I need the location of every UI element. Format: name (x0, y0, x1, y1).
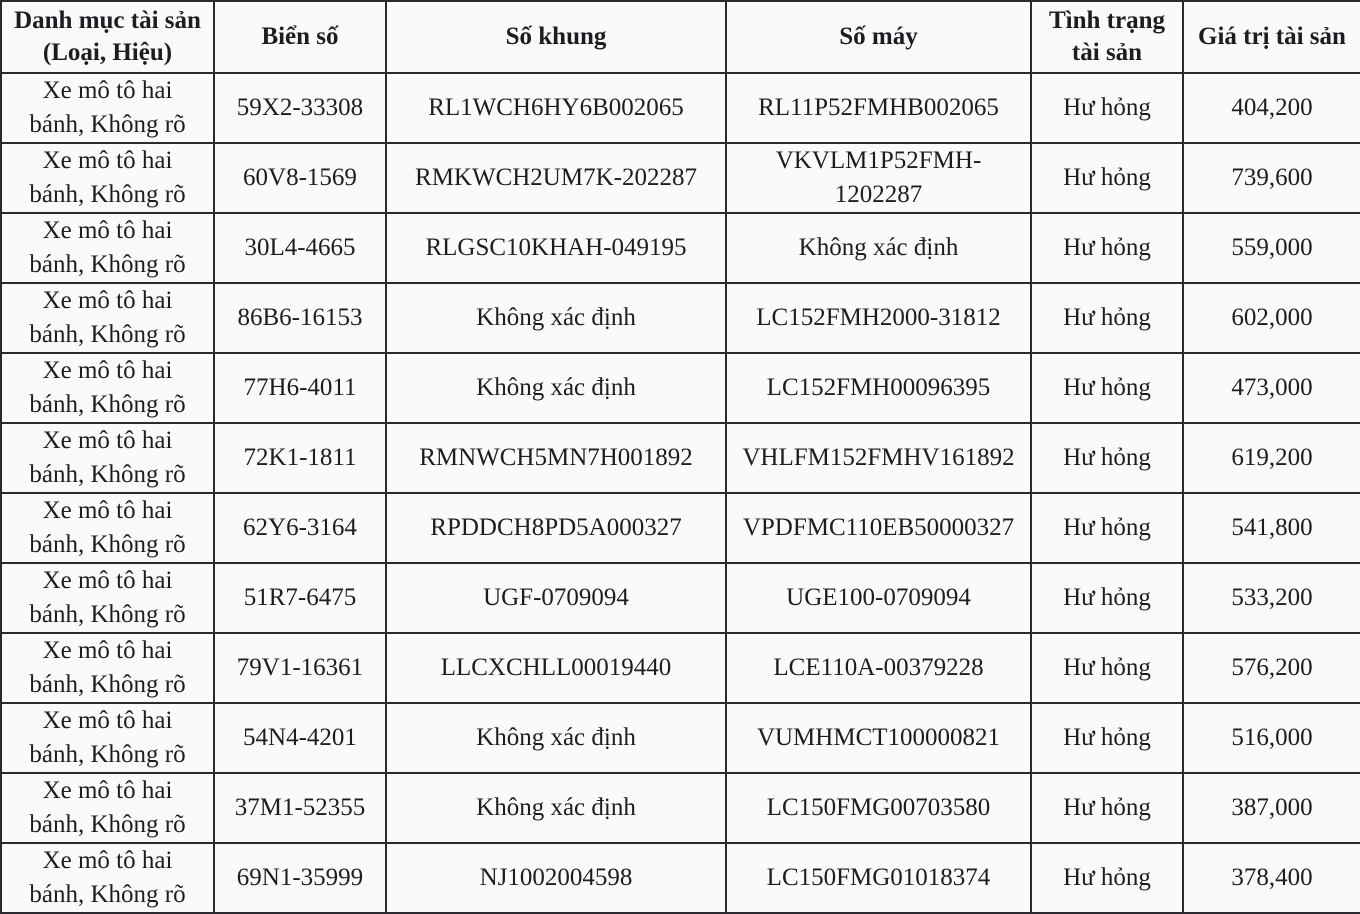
cell-engine (726, 633, 1031, 703)
cell-plate (214, 283, 386, 353)
cell-category (1, 493, 214, 563)
cell-engine (726, 283, 1031, 353)
value-text: 516,000 (1231, 724, 1313, 751)
category-line2: bánh, Không rõ (29, 461, 186, 488)
header-category-line1: Danh mục tài sản (14, 7, 201, 34)
status-text: Hư hỏng (1063, 374, 1151, 401)
status-text: Hư hỏng (1063, 94, 1151, 121)
category-line2: bánh, Không rõ (29, 811, 186, 838)
engine-line1: VPDFMC110EB50000327 (742, 514, 1015, 541)
cell-plate (214, 843, 386, 913)
value-text: 559,000 (1231, 234, 1313, 261)
engine-line1: LC150FMG01018374 (766, 864, 991, 891)
cell-plate (214, 633, 386, 703)
category-line2: bánh, Không rõ (29, 601, 186, 628)
header-value-label: Giá trị tài sản (1198, 23, 1346, 50)
header-row (1, 1, 1360, 73)
header-status-line2: tài sản (1071, 39, 1143, 66)
header-category (1, 1, 214, 73)
status-text: Hư hỏng (1063, 864, 1151, 891)
cell-engine (726, 143, 1031, 213)
cell-status (1031, 143, 1183, 213)
table-row (1, 773, 1360, 843)
cell-frame (386, 423, 726, 493)
table-row (1, 283, 1360, 353)
category-line1: Xe mô tô hai (42, 497, 173, 524)
cell-engine (726, 213, 1031, 283)
category-line1: Xe mô tô hai (42, 77, 173, 104)
frame-text: RMKWCH2UM7K-202287 (415, 164, 697, 191)
value-text: 378,400 (1231, 864, 1313, 891)
category-line1: Xe mô tô hai (42, 357, 173, 384)
header-category-line2: (Loại, Hiệu) (42, 39, 173, 66)
cell-category (1, 213, 214, 283)
value-text: 404,200 (1231, 94, 1313, 121)
header-engine-label: Số máy (839, 23, 918, 50)
cell-category (1, 143, 214, 213)
frame-text: LLCXCHLL00019440 (440, 654, 672, 681)
category-line2: bánh, Không rõ (29, 181, 186, 208)
cell-value (1183, 493, 1360, 563)
cell-status (1031, 423, 1183, 493)
cell-category (1, 73, 214, 143)
table-row (1, 703, 1360, 773)
plate-text: 72K1-1811 (243, 444, 357, 471)
cell-category (1, 353, 214, 423)
cell-engine (726, 773, 1031, 843)
category-line1: Xe mô tô hai (42, 847, 173, 874)
category-line1: Xe mô tô hai (42, 147, 173, 174)
cell-engine (726, 493, 1031, 563)
category-line2: bánh, Không rõ (29, 321, 186, 348)
cell-status (1031, 283, 1183, 353)
plate-text: 77H6-4011 (243, 374, 357, 401)
status-text: Hư hỏng (1063, 654, 1151, 681)
cell-plate (214, 493, 386, 563)
header-plate (214, 1, 386, 73)
plate-text: 51R7-6475 (243, 584, 357, 611)
frame-text: RLGSC10KHAH-049195 (425, 234, 687, 261)
status-text: Hư hỏng (1063, 164, 1151, 191)
cell-value (1183, 633, 1360, 703)
cell-value (1183, 213, 1360, 283)
cell-plate (214, 353, 386, 423)
frame-text: Không xác định (476, 724, 636, 751)
cell-status (1031, 353, 1183, 423)
cell-value (1183, 843, 1360, 913)
table-body (1, 73, 1360, 913)
cell-category (1, 423, 214, 493)
cell-frame (386, 73, 726, 143)
cell-frame (386, 143, 726, 213)
category-line2: bánh, Không rõ (29, 531, 186, 558)
engine-line1: UGE100-0709094 (786, 584, 971, 611)
cell-category (1, 703, 214, 773)
frame-text: NJ1002004598 (479, 864, 633, 891)
cell-value (1183, 773, 1360, 843)
table-row (1, 493, 1360, 563)
cell-value (1183, 73, 1360, 143)
plate-text: 54N4-4201 (243, 724, 357, 751)
header-plate-label: Biển số (261, 23, 339, 50)
header-frame (386, 1, 726, 73)
cell-value (1183, 353, 1360, 423)
cell-engine (726, 703, 1031, 773)
engine-line1: LC152FMH00096395 (766, 374, 991, 401)
category-line1: Xe mô tô hai (42, 427, 173, 454)
header-value (1183, 1, 1360, 73)
category-line2: bánh, Không rõ (29, 671, 186, 698)
category-line1: Xe mô tô hai (42, 217, 173, 244)
cell-category (1, 843, 214, 913)
engine-line1: VHLFM152FMHV161892 (742, 444, 1015, 471)
plate-text: 30L4-4665 (244, 234, 356, 261)
cell-plate (214, 213, 386, 283)
cell-category (1, 283, 214, 353)
status-text: Hư hỏng (1063, 724, 1151, 751)
value-text: 619,200 (1231, 444, 1313, 471)
cell-value (1183, 703, 1360, 773)
cell-category (1, 773, 214, 843)
plate-text: 69N1-35999 (236, 864, 364, 891)
status-text: Hư hỏng (1063, 514, 1151, 541)
cell-value (1183, 423, 1360, 493)
cell-value (1183, 563, 1360, 633)
cell-engine (726, 563, 1031, 633)
table-row (1, 353, 1360, 423)
status-text: Hư hỏng (1063, 304, 1151, 331)
engine-line1: Không xác định (798, 234, 959, 261)
status-text: Hư hỏng (1063, 234, 1151, 261)
cell-frame (386, 493, 726, 563)
value-text: 387,000 (1231, 794, 1313, 821)
table-row (1, 143, 1360, 213)
category-line1: Xe mô tô hai (42, 567, 173, 594)
cell-frame (386, 633, 726, 703)
value-text: 541,800 (1231, 514, 1313, 541)
engine-line1: VKVLM1P52FMH- (775, 147, 982, 174)
cell-plate (214, 143, 386, 213)
cell-frame (386, 703, 726, 773)
plate-text: 62Y6-3164 (243, 514, 357, 541)
cell-category (1, 563, 214, 633)
category-line1: Xe mô tô hai (42, 777, 173, 804)
table-row (1, 843, 1360, 913)
cell-engine (726, 73, 1031, 143)
cell-frame (386, 353, 726, 423)
engine-line1: LCE110A-00379228 (773, 654, 984, 681)
engine-line2: 1202287 (834, 181, 923, 208)
frame-text: Không xác định (476, 304, 636, 331)
header-engine (726, 1, 1031, 73)
table-row (1, 563, 1360, 633)
category-line2: bánh, Không rõ (29, 251, 186, 278)
cell-status (1031, 493, 1183, 563)
plate-text: 59X2-33308 (236, 94, 364, 121)
value-text: 533,200 (1231, 584, 1313, 611)
header-frame-label: Số khung (505, 23, 607, 50)
frame-text: Không xác định (476, 374, 636, 401)
cell-engine (726, 843, 1031, 913)
cell-plate (214, 773, 386, 843)
cell-status (1031, 633, 1183, 703)
table-row (1, 423, 1360, 493)
frame-text: RL1WCH6HY6B002065 (428, 94, 684, 121)
frame-text: RPDDCH8PD5A000327 (430, 514, 682, 541)
header-status-line1: Tình trạng (1048, 7, 1165, 34)
frame-text: Không xác định (476, 794, 636, 821)
cell-value (1183, 143, 1360, 213)
engine-line1: LC152FMH2000-31812 (756, 304, 1001, 331)
status-text: Hư hỏng (1063, 444, 1151, 471)
engine-line1: RL11P52FMHB002065 (758, 94, 999, 121)
category-line2: bánh, Không rõ (29, 741, 186, 768)
status-text: Hư hỏng (1063, 794, 1151, 821)
plate-text: 86B6-16153 (237, 304, 363, 331)
value-text: 602,000 (1231, 304, 1313, 331)
plate-text: 60V8-1569 (243, 164, 357, 191)
plate-text: 37M1-52355 (234, 794, 366, 821)
cell-status (1031, 773, 1183, 843)
category-line1: Xe mô tô hai (42, 637, 173, 664)
cell-frame (386, 213, 726, 283)
cell-status (1031, 73, 1183, 143)
cell-plate (214, 703, 386, 773)
category-line1: Xe mô tô hai (42, 707, 173, 734)
cell-category (1, 633, 214, 703)
category-line1: Xe mô tô hai (42, 287, 173, 314)
cell-engine (726, 353, 1031, 423)
table-row (1, 213, 1360, 283)
frame-text: UGF-0709094 (483, 584, 629, 611)
cell-engine (726, 423, 1031, 493)
cell-plate (214, 423, 386, 493)
header-status (1031, 1, 1183, 73)
cell-frame (386, 773, 726, 843)
category-line2: bánh, Không rõ (29, 881, 186, 908)
category-line2: bánh, Không rõ (29, 391, 186, 418)
cell-status (1031, 563, 1183, 633)
cell-status (1031, 703, 1183, 773)
cell-frame (386, 843, 726, 913)
value-text: 576,200 (1231, 654, 1313, 681)
cell-plate (214, 563, 386, 633)
cell-frame (386, 563, 726, 633)
cell-plate (214, 73, 386, 143)
engine-line1: LC150FMG00703580 (766, 794, 991, 821)
table-row (1, 73, 1360, 143)
cell-status (1031, 843, 1183, 913)
cell-value (1183, 283, 1360, 353)
category-line2: bánh, Không rõ (29, 111, 186, 138)
table-row (1, 633, 1360, 703)
status-text: Hư hỏng (1063, 584, 1151, 611)
value-text: 739,600 (1231, 164, 1313, 191)
value-text: 473,000 (1231, 374, 1313, 401)
cell-frame (386, 283, 726, 353)
cell-status (1031, 213, 1183, 283)
frame-text: RMNWCH5MN7H001892 (419, 444, 693, 471)
plate-text: 79V1-16361 (236, 654, 364, 681)
engine-line1: VUMHMCT100000821 (756, 724, 1001, 751)
